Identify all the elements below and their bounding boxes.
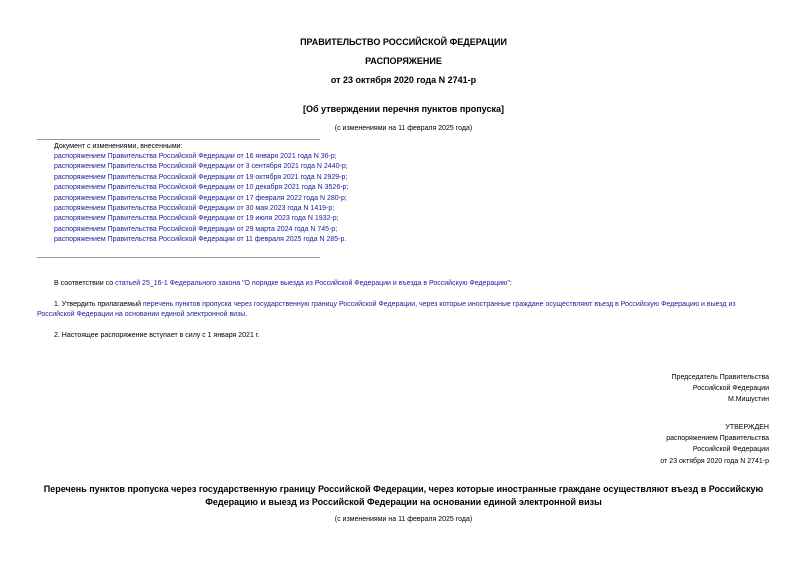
amendments-list (54, 152, 348, 246)
item-1-prefix: 1. Утвердить прилагаемый (54, 301, 143, 308)
amendment-link[interactable]: распоряжением Правительства Российской Федерации от 29 марта 2024 года N 745-р; (54, 225, 338, 233)
amendment-link[interactable]: распоряжением Правительства Российской Федерации от 17 февраля 2022 года N 280-р; (54, 194, 347, 202)
signature-name: М.Мишустин (727, 396, 769, 404)
document-date-number: от 23 октября 2020 года N 2741-р (330, 75, 477, 85)
amendment-link[interactable]: распоряжением Правительства Российской Федерации от 3 сентября 2021 года N 2440-р; (54, 163, 348, 171)
signature-position-line-1: Председатель Правительства (671, 374, 769, 381)
document-type-heading: РАСПОРЯЖЕНИЕ (365, 56, 442, 66)
approved-line-1: УТВЕРЖДЕН (725, 424, 769, 431)
appendix-title-line-1: Перечень пунктов пропуска через государственную границу Российской Федерации, через которые иностранные граждане осуществляют въезд в Российскую (43, 484, 764, 494)
amendments-bottom-divider (37, 257, 320, 258)
item-1-line-1 (54, 300, 736, 310)
appendix-title-line-2: Федерацию и выезд из Российской Федерации на основании единой электронной визы (205, 496, 602, 507)
item-1-line-2 (37, 310, 247, 320)
item-2-paragraph: 2. Настоящее распоряжение вступает в силу с 1 января 2021 г. (54, 332, 260, 339)
approved-line-4: от 23 октября 2020 года N 2741-р (660, 457, 769, 465)
amendment-link[interactable]: распоряжением Правительства Российской Федерации от 19 октября 2021 года N 2929-р; (54, 173, 348, 181)
approved-line-3: Российской Федерации (692, 446, 769, 454)
signature-position-line-2: Российской Федерации (692, 385, 769, 393)
signature-block (672, 372, 769, 406)
document-title: [Об утверждении перечня пунктов пропуска] (303, 104, 504, 114)
preamble-prefix: В соответствии со (54, 280, 116, 287)
preamble-paragraph (54, 279, 512, 289)
government-heading: ПРАВИТЕЛЬСТВО РОССИЙСКОЙ ФЕДЕРАЦИИ (300, 37, 507, 47)
appendix-revision-note: (с изменениями на 11 февраля 2025 года) (334, 516, 473, 523)
appendix-title (0, 483, 807, 508)
amendment-link[interactable]: распоряжением Правительства Российской Федерации от 19 июля 2023 года N 1932-р; (54, 215, 339, 223)
amendment-link[interactable]: распоряжением Правительства Российской Федерации от 10 декабря 2021 года N 3526-р; (54, 184, 349, 192)
preamble-suffix: : (509, 280, 512, 287)
amendments-intro: Документ с изменениями, внесенными: (54, 143, 183, 150)
revision-note: (с изменениями на 11 февраля 2025 года) (334, 125, 473, 132)
amendment-link[interactable]: распоряжением Правительства Российской Федерации от 16 января 2021 года N 36-р; (54, 153, 337, 160)
item-1-suffix: . (245, 311, 248, 318)
amendment-link[interactable]: распоряжением Правительства Российской Федерации от 30 мая 2023 года N 1419-р; (54, 205, 335, 213)
approved-block (660, 422, 769, 467)
approved-line-2: распоряжением Правительства (666, 435, 769, 443)
checkpoint-list-link[interactable]: перечень пунктов пропуска через государственную границу Российской Федерации, через которые иностранные граждане осуществляют въезд в Российскую Федерацию и выезд из (142, 301, 736, 308)
law-article-link[interactable]: статьей 25_16-1 Федерального закона "О порядке выезда из Российской Федерации и въезда в Российскую Федерацию" (115, 280, 510, 287)
amendment-link[interactable]: распоряжением Правительства Российской Федерации от 11 февраля 2025 года N 285-р. (54, 236, 347, 244)
checkpoint-list-link-continued[interactable]: Российской Федерации на основании единой электронной визы (37, 311, 246, 318)
amendments-top-divider (37, 139, 320, 140)
